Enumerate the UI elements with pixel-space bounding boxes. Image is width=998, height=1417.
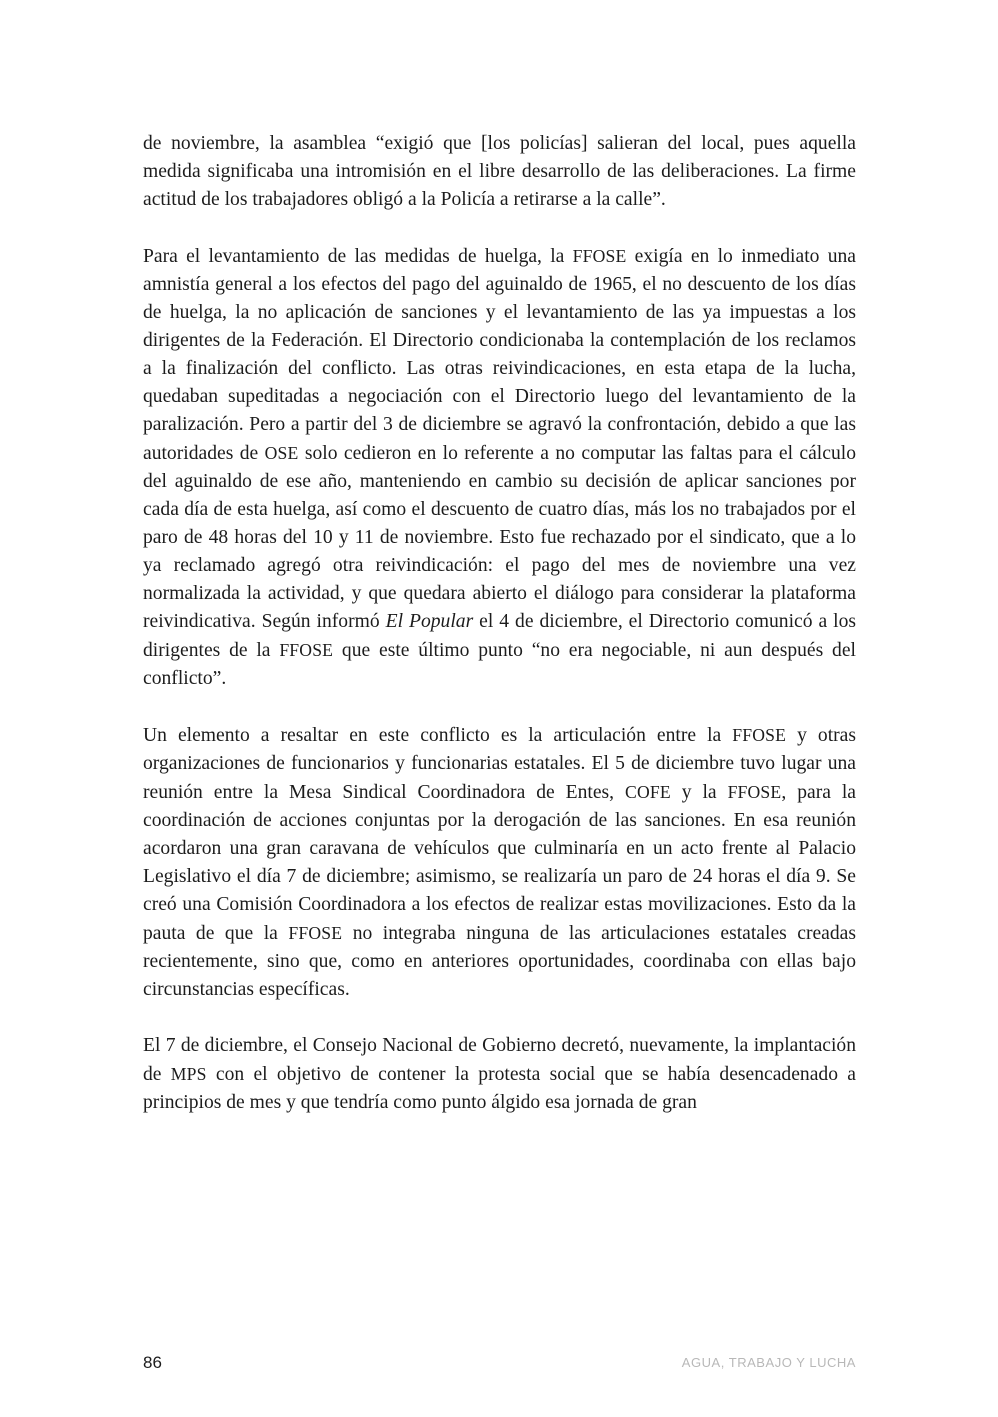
publication-title: El Popular xyxy=(385,611,474,632)
paragraph xyxy=(143,130,856,214)
paragraph xyxy=(143,721,856,1004)
page-number: 86 xyxy=(143,1353,162,1372)
acronym: COFE xyxy=(625,782,671,802)
text-run: El 7 de diciembre, el Consejo Nacional de Gobierno decretó, nuevamente, la implantación de xyxy=(143,1035,856,1085)
running-title: AGUA, TRABAJO Y LUCHA xyxy=(681,1355,856,1370)
text-run: solo cedieron en lo referente a no computar las faltas para el cálculo del aguinaldo de ese año, manteniendo en cambio su decisión de aplicar sanciones por cada día de esta huelga, así como el descuento de cuatro días, más los no trabajados por el paro de 48 horas del 10 y 11 de noviembre. Esto fue rechazado por el sindicato, que a lo ya reclamado agregó otra reivindicación: el pago del mes de noviembre una vez normalizada la actividad, y que quedara abierto el diálogo para considerar la plataforma reivindicativa. Según informó xyxy=(143,443,856,632)
acronym: FFOSE xyxy=(572,246,627,266)
paragraph xyxy=(143,242,856,693)
text-run: con el objetivo de contener la protesta social que se había desencadenado a principios de mes y que tendría como punto álgido esa jornada de gran xyxy=(143,1064,856,1113)
acronym: MPS xyxy=(170,1064,207,1084)
acronym: FFOSE xyxy=(279,640,334,660)
text-run: de noviembre, la asamblea “exigió que [los policías] salieran del local, pues aquella medida significaba una intromisión en el libre desarrollo de las deliberaciones. La firme actitud de los trabajadores obligó a la Policía a retirarse a la calle”. xyxy=(143,133,856,210)
text-run: y la xyxy=(670,782,728,803)
text-run: Un elemento a resaltar en este conflicto es la articulación entre la xyxy=(143,725,733,746)
text-run: Para el levantamiento de las medidas de huelga, la xyxy=(143,246,573,267)
acronym: OSE xyxy=(264,443,299,463)
acronym: FFOSE xyxy=(727,782,782,802)
paragraph xyxy=(143,1032,856,1117)
body-text xyxy=(143,130,856,1145)
text-run: no integraba ninguna de las articulaciones estatales creadas recientemente, sino que, como en anteriores oportunidades, coordinaba con ellas bajo circunstancias específicas. xyxy=(143,923,857,1000)
acronym: FFOSE xyxy=(732,725,787,745)
text-run: el 4 de diciembre, el Directorio comunicó a los dirigentes de la xyxy=(143,611,856,661)
acronym: FFOSE xyxy=(288,923,343,943)
text-run: , para la coordinación de acciones conjuntas por la derogación de las sanciones. En esa reunión acordaron una gran caravana de vehículos que culminaría en un acto frente al Palacio Legislativo el día 7 de diciembre; asimismo, se realizaría un paro de 24 horas el día 9. Se creó una Comisión Coordinadora a los efectos de realizar estas movilizaciones. Esto da la pauta de que la xyxy=(143,782,856,944)
page-footer xyxy=(143,1353,856,1373)
text-run: que este último punto “no era negociable, ni aun después del conflicto”. xyxy=(143,640,856,689)
text-run: y otras organizaciones de funcionarios y funcionarias estatales. El 5 de diciembre tuvo lugar una reunión entre la Mesa Sindical Coordinadora de Entes, xyxy=(143,725,856,803)
text-run: exigía en lo inmediato una amnistía general a los efectos del pago del aguinaldo de 1965, el no descuento de los días de huelga, la no aplicación de sanciones y el levantamiento de las ya impuestas a los dirigentes de la Federación. El Directorio condicionaba la contemplación de los reclamos a la finalización del conflicto. Las otras reivindicaciones, en esta etapa de la lucha, quedaban supeditadas a negociación con el Directorio luego del levantamiento de la paralización. Pero a partir del 3 de diciembre se agravó la confrontación, debido a que las autoridades de xyxy=(143,246,856,464)
